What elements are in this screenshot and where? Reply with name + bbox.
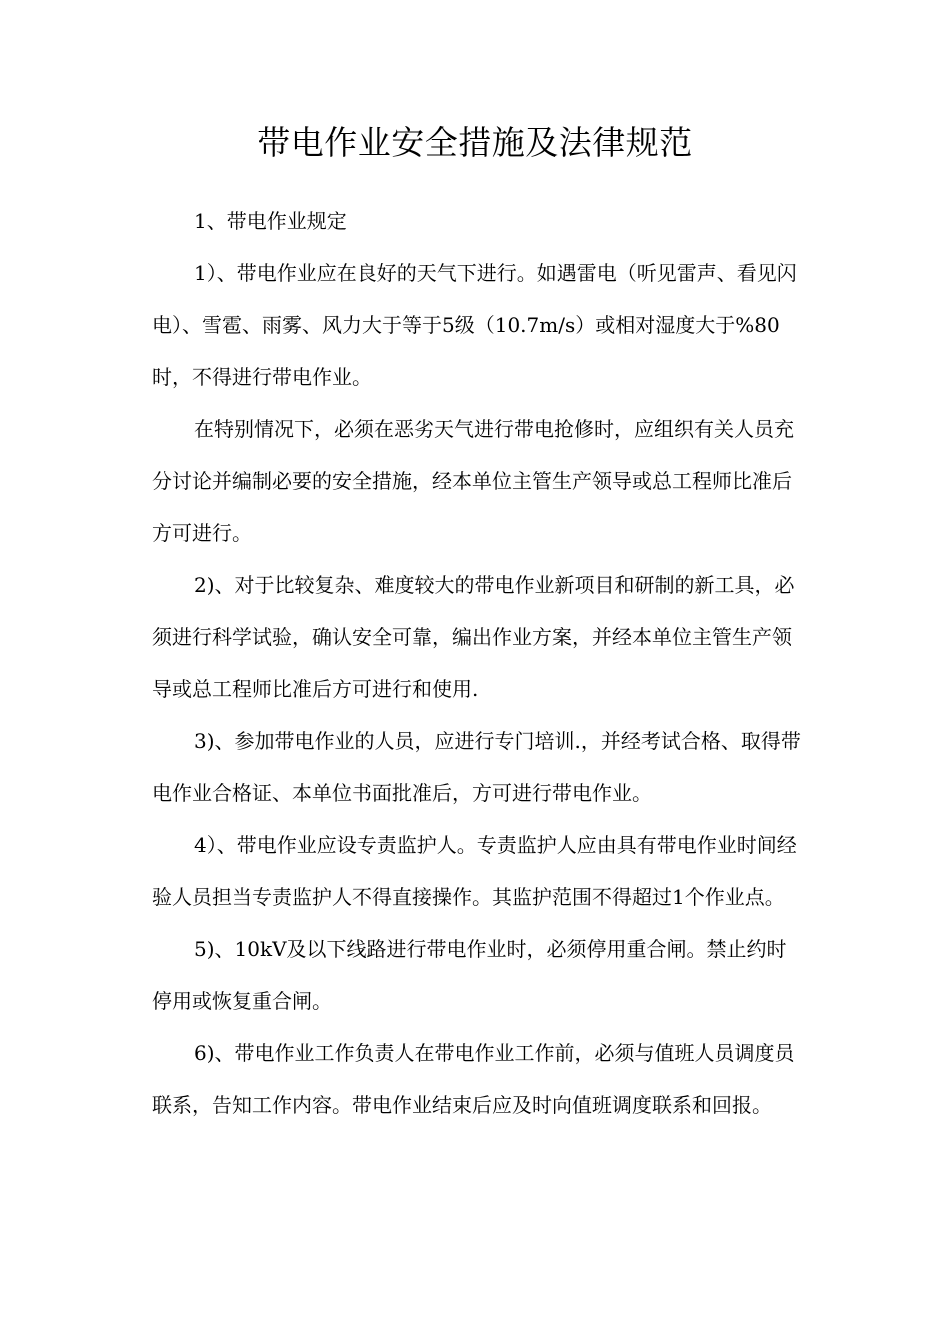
paragraph-rule-5: 5)、10kV及以下线路进行带电作业时，必须停用重合闸。禁止约时停用或恢复重合闸。	[152, 937, 787, 1013]
section-heading: 1、带电作业规定	[194, 209, 347, 233]
document-body	[152, 195, 802, 1131]
document-title: 带电作业安全措施及法律规范	[257, 123, 693, 162]
paragraph-rule-3: 3)、参加带电作业的人员，应进行专门培训.，并经考试合格、取得带电作业合格证、本单位书面批准后，方可进行带电作业。	[152, 729, 801, 805]
paragraph-rule-4: 4）、带电作业应设专责监护人。专责监护人应由具有带电作业时间经验人员担当专责监护人不得直接操作。其监护范围不得超过1个作业点。	[152, 833, 797, 909]
paragraph-rule-6: 6)、带电作业工作负责人在带电作业工作前，必须与值班人员调度员联系，告知工作内容。带电作业结束后应及时向值班调度联系和回报。	[152, 1041, 795, 1117]
paragraph-special-case: 在特别情况下，必须在恶劣天气进行带电抢修时，应组织有关人员充分讨论并编制必要的安全措施，经本单位主管生产领导或总工程师比准后方可进行。	[152, 417, 794, 545]
paragraph-rule-1: 1）、带电作业应在良好的天气下进行。如遇雷电（听见雷声、看见闪电）、雪雹、雨雾、风力大于等于5级（10.7m/s）或相对湿度大于%80时，不得进行带电作业。	[152, 261, 797, 389]
paragraph-rule-2: 2)、对于比较复杂、难度较大的带电作业新项目和研制的新工具，必须进行科学试验，确认安全可靠，编出作业方案，并经本单位主管生产领导或总工程师比准后方可进行和使用.	[152, 573, 795, 701]
